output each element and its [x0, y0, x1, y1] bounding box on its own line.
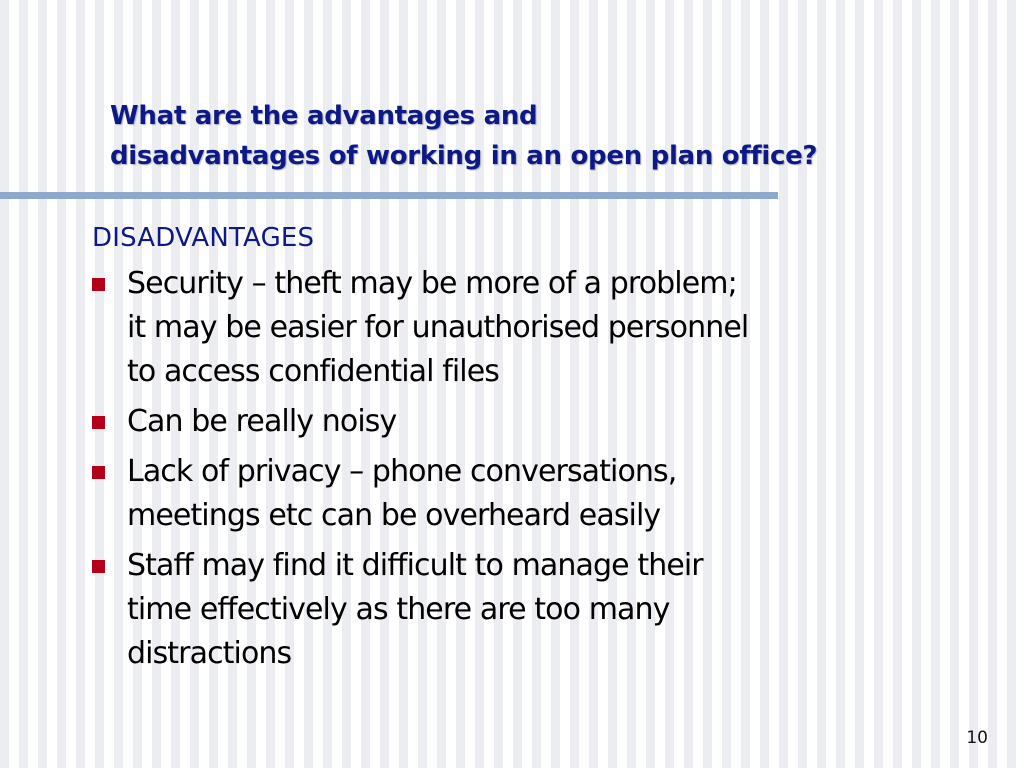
- page-number: 10: [966, 728, 988, 748]
- bullet-list: [92, 262, 972, 682]
- bullet-text: [127, 544, 972, 676]
- title-divider: [0, 192, 778, 199]
- square-bullet-icon: [92, 560, 105, 573]
- bullet-item-security: [92, 262, 972, 394]
- bullet-line: to access confidential files: [127, 354, 500, 389]
- bullet-text: [127, 400, 972, 444]
- bullet-line: time effectively as there are too many: [127, 592, 670, 627]
- bullet-text: [127, 450, 972, 538]
- bullet-line: it may be easier for unauthorised personnel: [127, 310, 749, 345]
- slide-title: [110, 96, 930, 176]
- bullet-line: meetings etc can be overheard easily: [127, 498, 661, 533]
- bullet-line: Can be really noisy: [127, 404, 397, 439]
- bullet-line: distractions: [127, 636, 292, 671]
- square-bullet-icon: [92, 466, 105, 479]
- bullet-item-privacy: [92, 450, 972, 538]
- bullet-line: Security – theft may be more of a problem;: [127, 266, 737, 301]
- bullet-text: [127, 262, 972, 394]
- section-heading: DISADVANTAGES: [92, 223, 315, 253]
- bullet-line: Lack of privacy – phone conversations,: [127, 454, 677, 489]
- square-bullet-icon: [92, 278, 105, 291]
- bullet-line: Staff may find it difficult to manage their: [127, 548, 703, 583]
- bullet-item-time-management: [92, 544, 972, 676]
- slide-title-line-2: disadvantages of working in an open plan office?: [110, 141, 818, 171]
- bullet-item-noise: [92, 400, 972, 444]
- slide-title-line-1: What are the advantages and: [110, 101, 538, 131]
- square-bullet-icon: [92, 416, 105, 429]
